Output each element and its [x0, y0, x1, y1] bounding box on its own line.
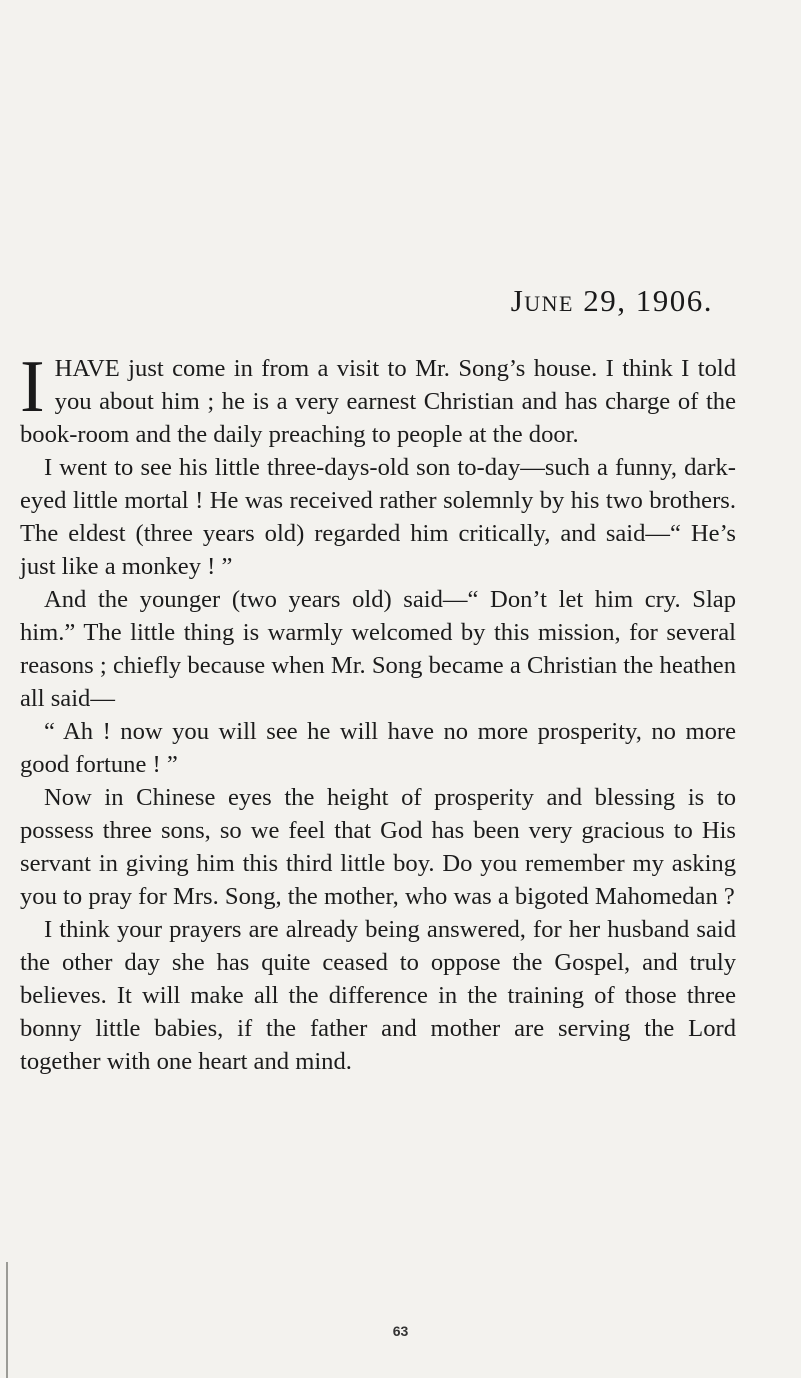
paragraph-6: I think your prayers are already being answered, for her husband said the other day she has quite ceased to oppose the Gospel, and truly believes. It will make all the difference in the training of those three bonny little babies, if the father and mother are serving the Lord together with one heart and mind.: [20, 916, 736, 1075]
paragraph-1-text: HAVE just come in from a visit to Mr. Song’s house. I think I told you about him ; he is a very earnest Christian and has charge of the book-room and the daily preaching to people at the door.: [20, 355, 736, 448]
paragraph-3: And the younger (two years old) said—“ Don’t let him cry. Slap him.” The little thing is warmly welcomed by this mission, for several reasons ; chiefly because when Mr. Song became a Christian the heathen all said—: [20, 586, 736, 712]
paragraph-1: [20, 346, 736, 451]
drop-cap: I: [20, 346, 45, 428]
binding-edge-line: [6, 1262, 8, 1378]
letter-dateline: June 29, 1906.: [510, 283, 713, 318]
letter-body: [20, 346, 736, 1078]
paragraph-4: “ Ah ! now you will see he will have no more prosperity, no more good fortune ! ”: [20, 718, 736, 778]
page-number: 63: [392, 1323, 409, 1339]
paragraph-5: Now in Chinese eyes the height of prosperity and blessing is to possess three sons, so we feel that God has been very gracious to His servant in giving him this third little boy. Do you remember my asking you to pray for Mrs. Song, the mother, who was a bigoted Mahomedan ?: [20, 784, 736, 910]
paragraph-2: I went to see his little three-days-old son to-day—such a funny, dark-eyed little mortal ! He was received rather solemnly by his two brothers. The eldest (three years old) regarded him critically, and said—“ He’s just like a monkey ! ”: [20, 454, 736, 580]
